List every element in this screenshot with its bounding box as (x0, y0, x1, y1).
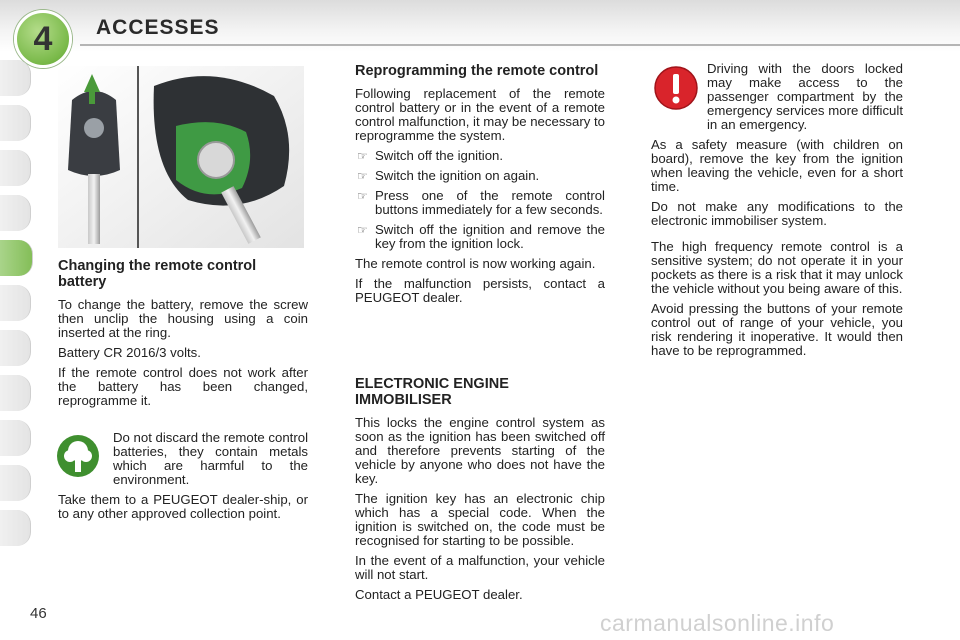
page-title: ACCESSES (96, 16, 220, 39)
watermark: carmanualsonline.info (600, 610, 835, 636)
immobiliser-section (355, 376, 605, 608)
chapter-tab-9[interactable] (0, 420, 31, 456)
hf-sensitive-text: The high frequency remote control is a sensitive system; do not operate it in your pockets as there is a risk that it may unlock the vehicle without you being aware of this. (651, 239, 903, 296)
chapter-tab-4[interactable] (0, 195, 31, 231)
header-rule (80, 44, 960, 46)
pointing-hand-icon: ☞ (357, 149, 368, 163)
environment-note (58, 431, 308, 527)
environment-disposal-text: Take them to a PEUGEOT dealer-ship, or to any other approved collection point. (58, 492, 308, 521)
list-item: ☞ Switch off the ignition and remove the key from the ignition lock. (357, 222, 605, 251)
chapter-tabs (0, 60, 34, 555)
battery-section (58, 258, 308, 414)
immobiliser-p2: The ignition key has an electronic chip which has a special code. When the ignition is switched on, the code must be recognised for starting to be possible. (355, 491, 605, 548)
battery-reprogramme-note: If the remote control does not work after the battery has been changed, reprogramme it. (58, 365, 308, 408)
warning-modification-text: Do not make any modifications to the electronic immobiliser system. (651, 199, 903, 228)
chapter-tab-6[interactable] (0, 285, 31, 321)
chapter-number-badge: 4 (14, 10, 72, 68)
chapter-tab-8[interactable] (0, 375, 31, 411)
list-item: ☞ Press one of the remote control buttons immediately for a few seconds. (357, 188, 605, 217)
reprogramming-section (355, 63, 605, 311)
chapter-tab-5-active[interactable] (0, 240, 33, 276)
warning-doors-text: Driving with the doors locked may make access to the passenger compartment by the emergency services more difficult in an emergency. (707, 61, 903, 132)
list-item: ☞ Switch the ignition on again. (357, 168, 540, 183)
chapter-tab-7[interactable] (0, 330, 31, 366)
chapter-tab-10[interactable] (0, 465, 31, 501)
reprogramming-working: The remote control is now working again. (355, 256, 596, 271)
immobiliser-p1: This locks the engine control system as soon as the ignition has been switched off and therefore prevents starting of the vehicle by anyone who does not have the key. (355, 415, 605, 486)
battery-type: Battery CR 2016/3 volts. (58, 345, 201, 360)
immobiliser-p4: Contact a PEUGEOT dealer. (355, 587, 523, 602)
warning-children-text: As a safety measure (with children on board), remove the key from the ignition when leaving the vehicle, even for a short time. (651, 137, 903, 194)
reprogramming-steps (355, 149, 605, 251)
reprogramming-intro: Following replacement of the remote control battery or in the event of a remote control malfunction, it may be necessary to reprogramme the system. (355, 86, 605, 143)
reprogramming-persist: If the malfunction persists, contact a PEUGEOT dealer. (355, 276, 605, 305)
battery-instruction: To change the battery, remove the screw then unclip the housing using a coin inserted at the ring. (58, 297, 308, 340)
page-number: 46 (30, 605, 47, 622)
key-photo-icon (58, 66, 304, 248)
pointing-hand-icon: ☞ (357, 189, 368, 203)
immobiliser-heading: ELECTRONIC ENGINE IMMOBILISER (355, 376, 509, 408)
warning-note (651, 62, 903, 234)
chapter-tab-3[interactable] (0, 150, 31, 186)
hf-range-text: Avoid pressing the buttons of your remote control out of range of your vehicle, you risk rendering it inoperative. It would then have to be reprogrammed. (651, 301, 903, 358)
pointing-hand-icon: ☞ (357, 169, 368, 183)
pointing-hand-icon: ☞ (357, 223, 368, 237)
chapter-tab-11[interactable] (0, 510, 31, 546)
chapter-tab-1[interactable] (0, 60, 31, 96)
chapter-tab-2[interactable] (0, 105, 31, 141)
battery-heading: Changing the remote control battery (58, 258, 257, 290)
immobiliser-p3: In the event of a malfunction, your vehicle will not start. (355, 553, 605, 582)
reprogramming-heading: Reprogramming the remote control (355, 63, 599, 79)
list-item: ☞ Switch off the ignition. (357, 148, 504, 163)
environment-note-text: Do not discard the remote control batteries, they contain metals which are harmful to the environment. (113, 430, 308, 487)
hf-remote-note (651, 240, 903, 364)
